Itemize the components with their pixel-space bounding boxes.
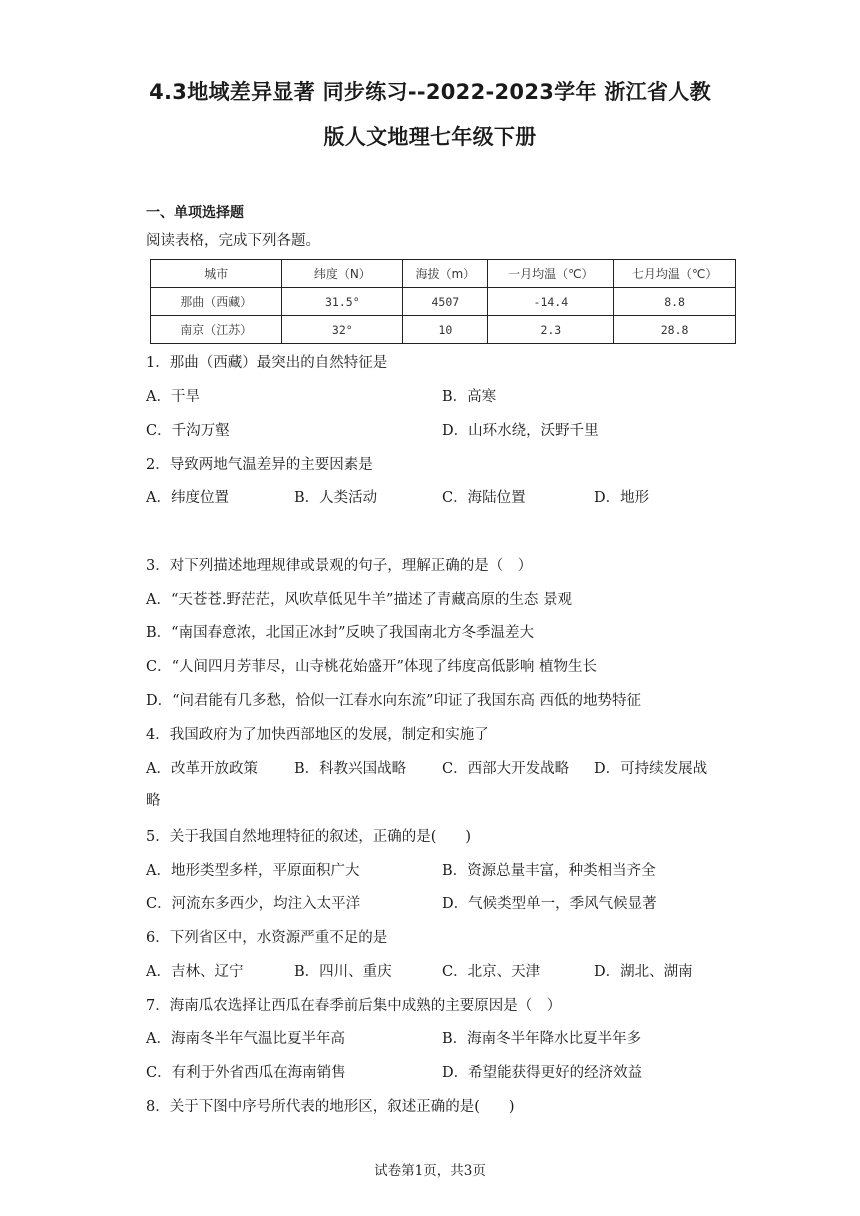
option-d-continuation: 略 [146,793,161,809]
page-footer: 试卷第1页，共3页 [374,1163,486,1179]
table-header-cell: 纬度（N） [282,260,403,288]
option-d: D．地形 [594,490,650,506]
option-a: A．吉林、辽宁 [146,964,244,980]
option-d: D．“问君能有几多愁，恰似一江春水向东流”印证了我国东高 西低的地势特征 [146,693,642,709]
table-header-cell: 七月均温（℃） [614,260,736,288]
option-c: C．海陆位置 [442,490,526,506]
table-header-row [151,260,736,288]
table-cell: 28.8 [614,316,736,344]
option-c: C．北京、天津 [442,964,541,980]
table-header-cell: 海拔（m） [403,260,488,288]
option-a: A．纬度位置 [146,490,229,506]
table-row [151,316,736,344]
table-cell: 10 [403,316,488,344]
option-c: C．有利于外省西瓜在海南销售 [146,1065,346,1081]
option-b: B．四川、重庆 [294,964,392,980]
option-b: B．科教兴国战略 [294,761,407,777]
option-d: D．可持续发展战 [594,761,708,777]
table-header-cell: 城市 [151,260,282,288]
table-cell: 32° [282,316,403,344]
table-cell: -14.4 [488,288,614,316]
option-d: D．希望能获得更好的经济效益 [442,1065,643,1081]
option-d: D．气候类型单一，季风气候显著 [442,896,657,912]
option-a: A．干旱 [146,389,200,405]
option-c: C．“人间四月芳菲尽，山寺桃花始盛开”体现了纬度高低影响 植物生长 [146,659,598,675]
option-c: C．西部大开发战略 [442,761,570,777]
table-intro: 阅读表格，完成下列各题。 [146,233,320,249]
option-d: D．山环水绕，沃野千里 [442,423,599,439]
table-row [151,288,736,316]
option-b: B．高寒 [442,389,497,405]
option-d: D．湖北、湖南 [594,964,693,980]
table-header-cell: 一月均温（℃） [488,260,614,288]
question-stem: 8．关于下图中序号所代表的地形区，叙述正确的是( ) [146,1099,515,1115]
option-c: C．千沟万壑 [146,423,230,439]
option-a: A．改革开放政策 [146,761,258,777]
option-a: A．“天苍苍.野茫茫，风吹草低见牛羊”描述了青藏高原的生态 景观 [146,592,573,608]
document-title-line-1: 4.3地域差异显著 同步练习--2022-2023学年 浙江省人教 [149,80,711,104]
option-b: B．海南冬半年降水比夏半年多 [442,1031,642,1047]
table-cell: 31.5° [282,288,403,316]
option-a: A．地形类型多样，平原面积广大 [146,863,360,879]
option-b: B．人类活动 [294,490,378,506]
question-stem: 5．关于我国自然地理特征的叙述，正确的是( ) [146,829,472,845]
option-a: A．海南冬半年气温比夏半年高 [146,1031,345,1047]
document-title-line-2: 版人文地理七年级下册 [323,125,537,149]
section-heading: 一、单项选择题 [146,205,244,221]
table-cell: 8.8 [614,288,736,316]
question-stem: 1．那曲（西藏）最突出的自然特征是 [146,355,388,371]
option-b: B．“南国春意浓，北国正冰封”反映了我国南北方冬季温差大 [146,625,534,641]
question-stem: 2．导致两地气温差异的主要因素是 [146,457,373,473]
table-cell: 那曲（西藏） [151,288,282,316]
option-b: B．资源总量丰富，种类相当齐全 [442,863,656,879]
table-cell: 4507 [403,288,488,316]
question-stem: 3．对下列描述地理规律或景观的句子，理解正确的是（ ） [146,558,533,574]
table-cell: 2.3 [488,316,614,344]
question-stem: 6．下列省区中，水资源严重不足的是 [146,930,388,946]
table-cell: 南京（江苏） [151,316,282,344]
climate-data-table [150,259,736,344]
question-stem: 4．我国政府为了加快西部地区的发展，制定和实施了 [146,727,489,743]
question-stem: 7．海南瓜农选择让西瓜在春季前后集中成熟的主要原因是（ ） [146,998,562,1014]
option-c: C．河流东多西少，均注入太平洋 [146,896,361,912]
